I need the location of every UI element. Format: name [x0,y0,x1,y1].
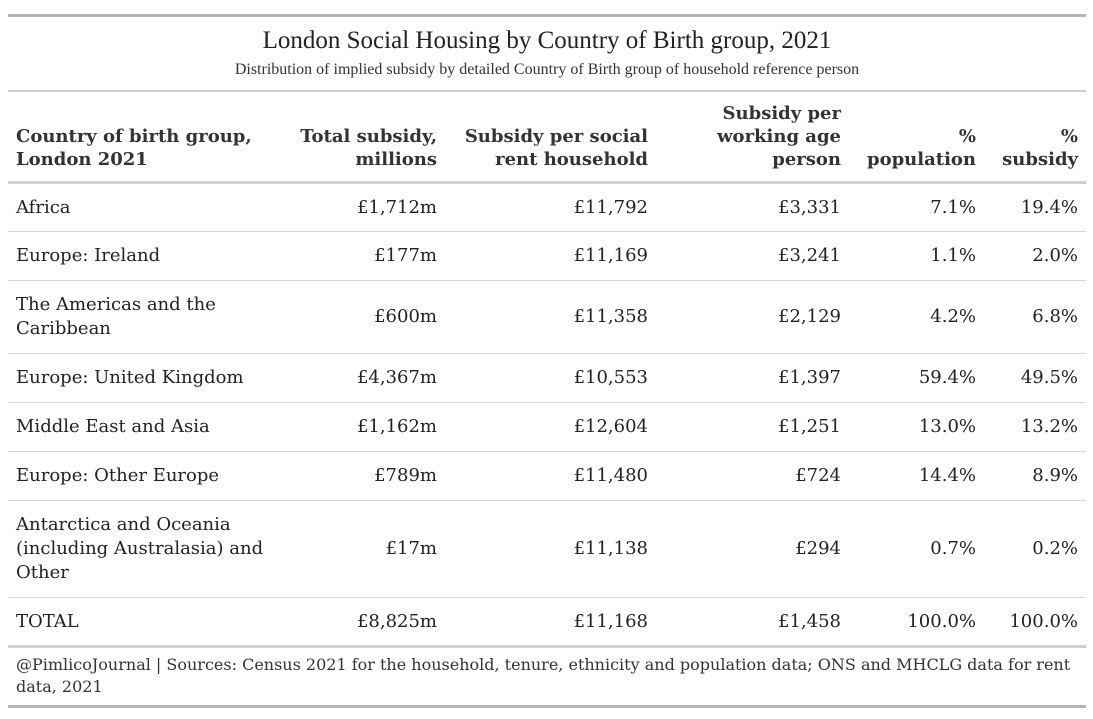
cell-pct-subsidy: 6.8% [984,281,1086,354]
table-container [8,14,1086,708]
cell-per-household: £11,480 [445,452,656,501]
source-footnote: @PimlicoJournal | Sources: Census 2021 for the household, tenure, ethnicity and population data; ONS and MHCLG data for rent data, 2021 [8,648,1086,708]
cell-pct-subsidy: 0.2% [984,501,1086,598]
cell-per-household: £10,553 [445,354,656,403]
col-header-pct-subsidy: % subsidy [1002,126,1078,170]
col-header-per-household: Subsidy per social rent household [464,126,648,170]
cell-per-person: £724 [656,452,849,501]
col-header-pct-population: % population [866,126,976,170]
cell-pct-population: 0.7% [849,501,984,598]
col-header-group: Country of birth group, London 2021 [16,126,252,170]
cell-pct-population: 7.1% [849,183,984,232]
cell-per-person: £3,331 [656,183,849,232]
cell-pct-subsidy: 2.0% [984,232,1086,281]
cell-per-person: £1,397 [656,354,849,403]
cell-total: £4,367m [286,354,445,403]
cell-group: Europe: Other Europe [8,452,286,501]
cell-per-household: £11,168 [445,598,656,647]
cell-per-person: £294 [656,501,849,598]
table-title: London Social Housing by Country of Birth group, 2021 [262,27,832,54]
cell-per-person: £2,129 [656,281,849,354]
table-row [8,183,1086,232]
cell-total: £600m [286,281,445,354]
cell-pct-population: 14.4% [849,452,984,501]
cell-per-person: £1,458 [656,598,849,647]
cell-per-person: £1,251 [656,403,849,452]
cell-group: Europe: Ireland [8,232,286,281]
cell-group: Middle East and Asia [8,403,286,452]
table-row [8,281,1086,354]
top-rule [8,14,1086,17]
cell-per-household: £11,169 [445,232,656,281]
table-row [8,232,1086,281]
cell-group: Africa [8,183,286,232]
cell-total: £1,712m [286,183,445,232]
subsidy-table [8,90,1086,648]
cell-group: Europe: United Kingdom [8,354,286,403]
cell-pct-subsidy: 13.2% [984,403,1086,452]
cell-total: £1,162m [286,403,445,452]
cell-pct-population: 1.1% [849,232,984,281]
cell-pct-population: 59.4% [849,354,984,403]
cell-pct-subsidy: 100.0% [984,598,1086,647]
table-row [8,501,1086,598]
cell-group: TOTAL [8,598,286,647]
header-row [8,91,1086,183]
cell-pct-subsidy: 19.4% [984,183,1086,232]
table-header [8,91,1086,183]
total-row [8,598,1086,647]
cell-per-household: £12,604 [445,403,656,452]
cell-pct-population: 100.0% [849,598,984,647]
cell-per-household: £11,792 [445,183,656,232]
table-body [8,183,1086,647]
table-row [8,452,1086,501]
cell-per-person: £3,241 [656,232,849,281]
table-row [8,354,1086,403]
cell-total: £789m [286,452,445,501]
table-subtitle: Distribution of implied subsidy by detailed Country of Birth group of household reference person [234,61,860,78]
cell-pct-population: 13.0% [849,403,984,452]
cell-per-household: £11,358 [445,281,656,354]
cell-pct-subsidy: 8.9% [984,452,1086,501]
cell-group: Antarctica and Oceania (including Australasia) and Other [8,501,286,598]
cell-pct-population: 4.2% [849,281,984,354]
table-row [8,403,1086,452]
cell-per-household: £11,138 [445,501,656,598]
cell-total: £177m [286,232,445,281]
cell-pct-subsidy: 49.5% [984,354,1086,403]
cell-group: The Americas and the Caribbean [8,281,286,354]
col-header-per-person: Subsidy per working age person [717,103,841,170]
cell-total: £8,825m [286,598,445,647]
col-header-total: Total subsidy, millions [300,126,437,170]
cell-total: £17m [286,501,445,598]
